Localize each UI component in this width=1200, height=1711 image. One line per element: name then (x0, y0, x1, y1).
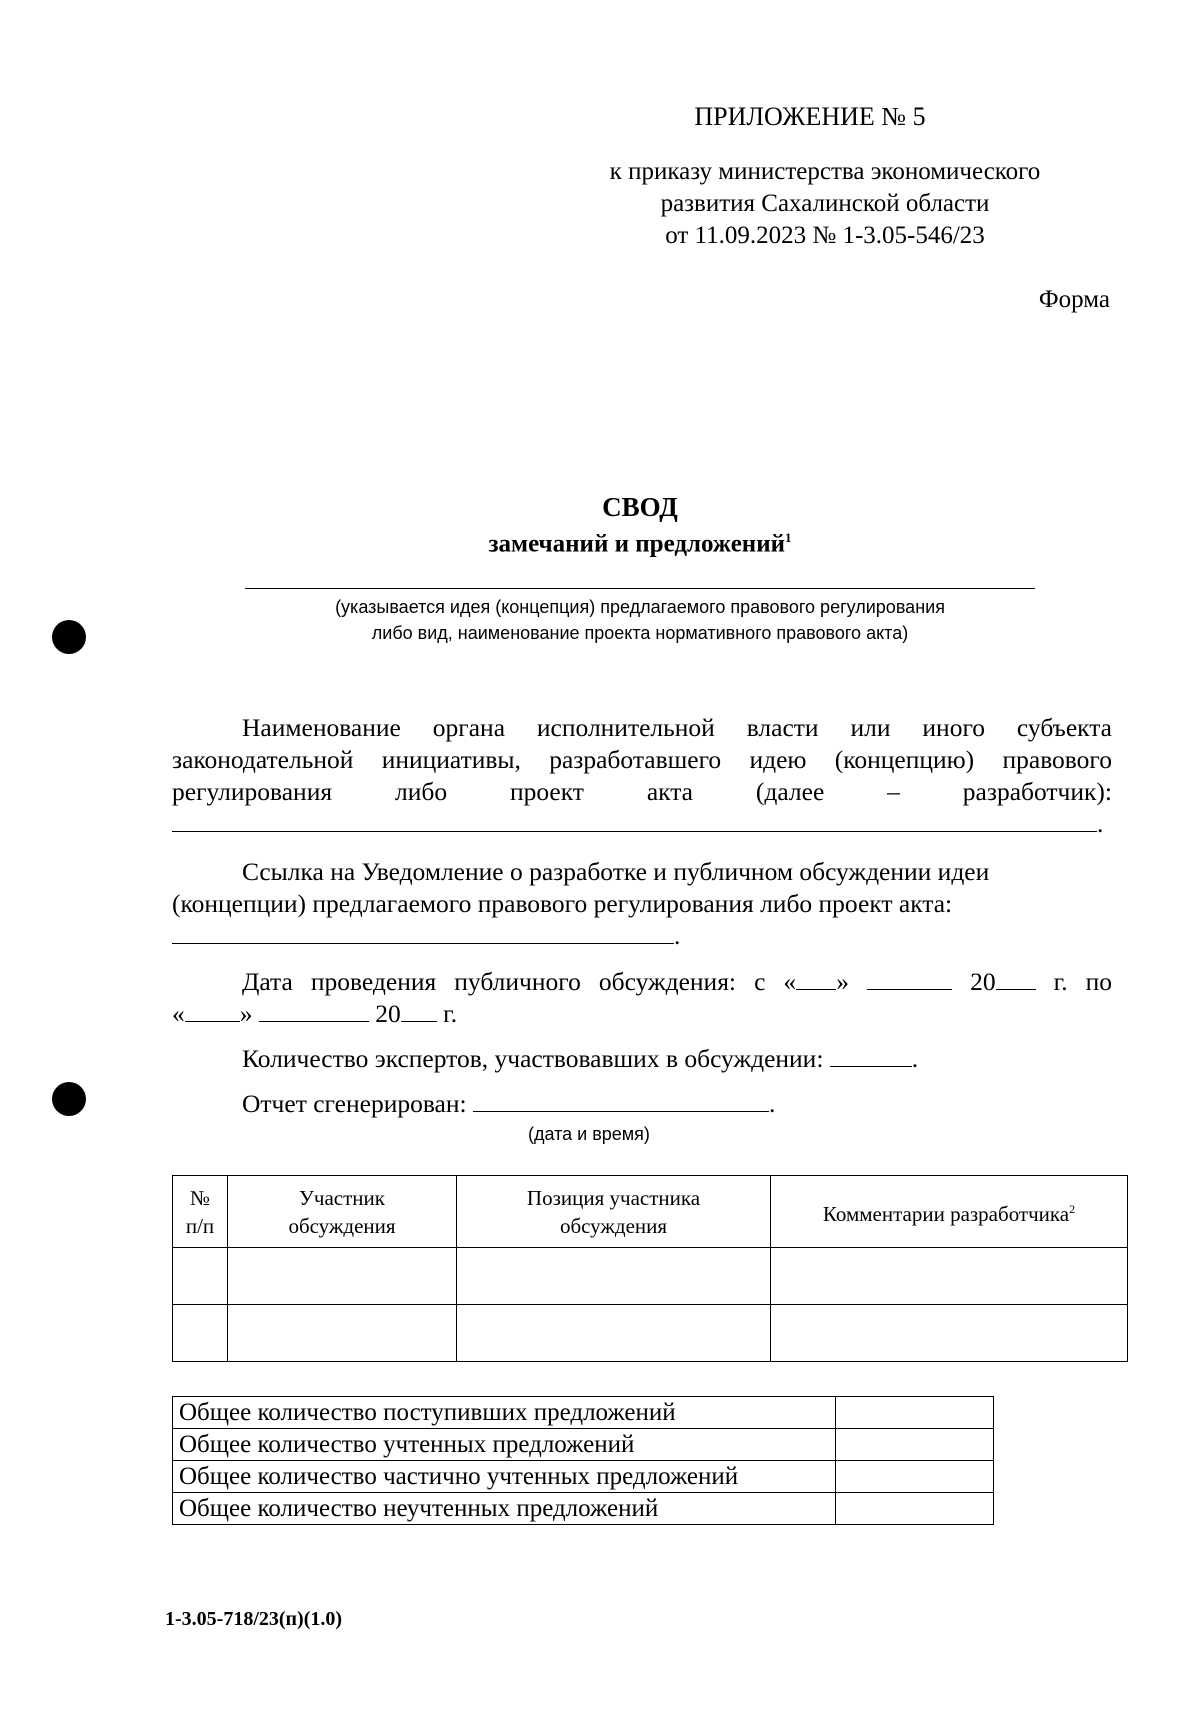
developer-fill-line[interactable] (172, 809, 1097, 832)
notice-fill-end: . (674, 921, 681, 950)
totals-row-received (173, 1397, 994, 1429)
notice-line-1: Ссылка на Уведомление о разработке и публичном обсуждении идеи (242, 857, 990, 886)
date-from-month-field[interactable] (867, 967, 952, 990)
header-participant-line-2: обсуждения (288, 1213, 396, 1238)
notice-paragraph (172, 856, 1112, 952)
subtitle-text: замечаний и предложений (488, 530, 785, 558)
notice-fill-row (172, 920, 1112, 952)
document-title: СВОД (602, 492, 678, 522)
date-to-month-field[interactable] (259, 999, 369, 1022)
appendix-title: ПРИЛОЖЕНИЕ № 5 (694, 102, 926, 131)
header-number (173, 1176, 228, 1248)
punch-hole-bottom (52, 1082, 86, 1116)
date-quote-open-2: « (172, 999, 185, 1028)
totals-value-cell[interactable] (836, 1493, 994, 1525)
developer-line-2: законодательной инициативы, разработавшего идею (концепцию) правового (172, 745, 1112, 774)
header-comments (771, 1176, 1128, 1248)
subject-hint (245, 594, 1035, 646)
header-participant-line-1: Участник (299, 1185, 385, 1210)
date-to-year-field[interactable] (401, 999, 437, 1022)
table-cell[interactable] (771, 1305, 1128, 1362)
developer-paragraph (172, 712, 1112, 840)
header-position-line-1: Позиция участника (526, 1185, 701, 1210)
totals-label: Общее количество частично учтенных предложений (173, 1461, 836, 1493)
report-hint: (дата и время) (528, 1124, 650, 1144)
footnote-mark-2: 2 (1069, 1202, 1076, 1216)
report-datetime-field[interactable] (473, 1089, 769, 1112)
footnote-mark-1: 1 (785, 530, 792, 545)
table-cell[interactable] (771, 1248, 1128, 1305)
report-paragraph (242, 1088, 1182, 1120)
date-line-2 (172, 998, 1112, 1030)
report-end: . (768, 1089, 776, 1118)
date-from-day-field[interactable] (796, 967, 836, 990)
experts-paragraph (242, 1043, 1182, 1075)
experts-count-field[interactable] (830, 1044, 912, 1067)
table-row (173, 1248, 1128, 1305)
totals-row-rejected (173, 1493, 994, 1525)
developer-fill-end: . (1097, 809, 1104, 838)
table-cell[interactable] (173, 1305, 228, 1362)
document-number: 1-3.05-718/23(п)(1.0) (165, 1608, 343, 1630)
table-cell[interactable] (228, 1248, 457, 1305)
date-year-prefix-1: 20 (970, 967, 996, 996)
date-quote-close: » (836, 967, 849, 996)
date-line-1 (172, 966, 1112, 998)
totals-value-cell[interactable] (836, 1397, 994, 1429)
date-paragraph (172, 966, 1112, 1030)
appendix-line-1: к приказу министерства экономического (609, 158, 1041, 185)
appendix-line-3: от 11.09.2023 № 1-3.05-546/23 (665, 222, 985, 249)
date-label: Дата проведения публичного обсуждения: с « (242, 967, 797, 996)
header-comments-text: Комментарии разработчика (822, 1202, 1070, 1226)
totals-label: Общее количество поступивших предложений (173, 1397, 836, 1429)
experts-label: Количество экспертов, участвовавших в обсуждении: (242, 1044, 824, 1073)
punch-hole-top (52, 620, 86, 654)
comments-table (172, 1175, 1128, 1362)
totals-row-accepted (173, 1429, 994, 1461)
header-position-line-2: обсуждения (559, 1213, 668, 1238)
notice-fill-line[interactable] (172, 921, 674, 944)
subject-hint-line-1: (указывается идея (концепция) предлагаемого правового регулирования (335, 597, 945, 617)
appendix-line-2: развития Сахалинской области (660, 190, 990, 217)
date-g: г. (443, 999, 458, 1028)
table-row (173, 1305, 1128, 1362)
subject-hint-line-2: либо вид, наименование проекта нормативного правового акта) (371, 623, 909, 643)
totals-row-partially-accepted (173, 1461, 994, 1493)
table-cell[interactable] (457, 1305, 771, 1362)
totals-value-cell[interactable] (836, 1461, 994, 1493)
header-participant (228, 1176, 457, 1248)
document-subtitle (0, 530, 1200, 558)
date-quote-close-2: » (239, 999, 253, 1028)
notice-line-2: (концепции) предлагаемого правового регулирования либо проект акта: (172, 889, 953, 918)
table-cell[interactable] (173, 1248, 228, 1305)
totals-label: Общее количество неучтенных предложений (173, 1493, 836, 1525)
table-cell[interactable] (457, 1248, 771, 1305)
developer-line-1: Наименование органа исполнительной власти или иного субъекта (242, 713, 1112, 742)
developer-fill-row (172, 808, 1112, 840)
report-label: Отчет сгенерирован: (242, 1089, 467, 1118)
date-g-po: г. по (1053, 967, 1113, 996)
header-number-line-2: п/п (185, 1213, 215, 1238)
subject-fill-line[interactable] (245, 588, 1035, 589)
table-header-row (173, 1176, 1128, 1248)
header-number-line-1: № (189, 1185, 211, 1210)
totals-table (172, 1396, 994, 1525)
form-label: Форма (1038, 286, 1110, 313)
totals-value-cell[interactable] (836, 1429, 994, 1461)
date-from-year-field[interactable] (996, 967, 1036, 990)
date-year-prefix-2: 20 (375, 999, 401, 1028)
experts-end: . (911, 1044, 919, 1073)
header-position (457, 1176, 771, 1248)
date-to-day-field[interactable] (185, 999, 240, 1022)
developer-line-3: регулирования либо проект акта (далее – разработчик): (172, 777, 1112, 806)
totals-label: Общее количество учтенных предложений (173, 1429, 836, 1461)
appendix-reference (570, 156, 1080, 252)
table-cell[interactable] (228, 1305, 457, 1362)
